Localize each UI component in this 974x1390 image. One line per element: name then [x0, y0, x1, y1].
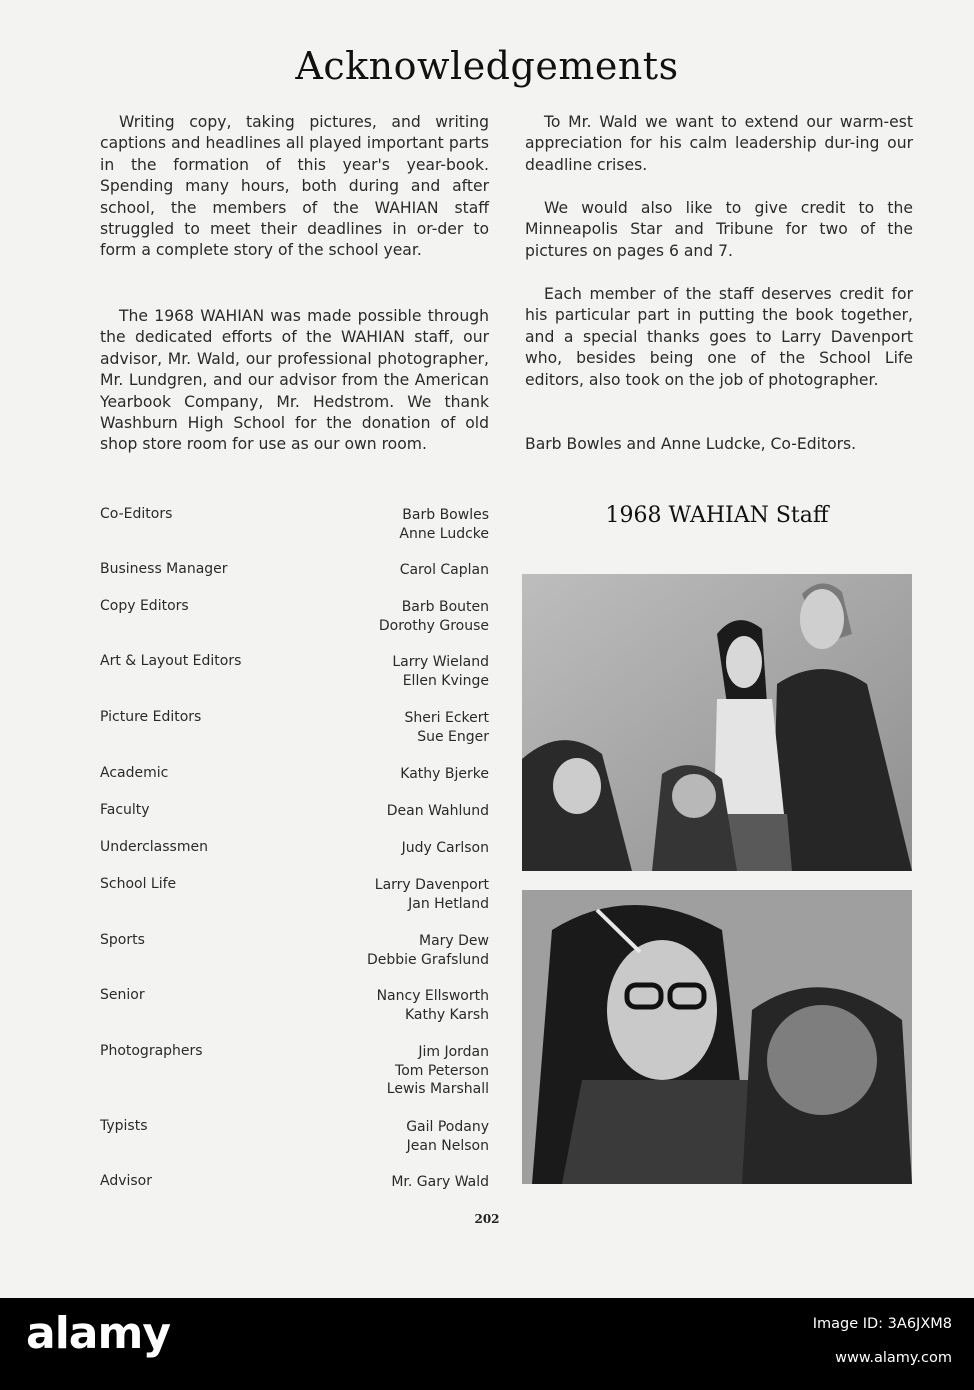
staff-name: Jean Nelson	[406, 1137, 489, 1154]
staff-name: Mr. Gary Wald	[391, 1174, 489, 1190]
staff-name: Barb Bowles	[402, 507, 489, 523]
staff-name: Larry Davenport	[374, 877, 489, 893]
staff-role: Picture Editors	[100, 709, 202, 725]
staff-names	[377, 987, 489, 1024]
staff-role: Art & Layout Editors	[100, 653, 242, 669]
staff-role: Advisor	[100, 1173, 153, 1189]
right-paragraph-3: Each member of the staff deserves credit for his particular part in putting the book together, and a special thanks goes to Larry Davenport who, besides being one of the School Life editors, also took on the job of photographer.	[525, 285, 913, 389]
alamy-logo: alamy	[26, 1308, 170, 1359]
site-url: www.alamy.com	[835, 1350, 952, 1366]
staff-names	[375, 876, 489, 913]
staff-role: Copy Editors	[100, 598, 189, 614]
staff-name: Sue Enger	[417, 728, 489, 745]
left-paragraph-1: Writing copy, taking pictures, and writing captions and headlines all played important parts in the formation of this year's year-book. Spending many hours, both during and after school, the members of the WAHIAN staff struggled to meet their deadlines in or-der to form a complete story of the school year.	[100, 113, 489, 260]
staff-role: Underclassmen	[100, 839, 208, 855]
staff-name: Jan Hetland	[408, 895, 489, 912]
left-paragraph-2: The 1968 WAHIAN was made possible through the dedicated efforts of the WAHIAN staff, our advisor, Mr. Wald, our professional photographer, Mr. Lundgren, and our advisor from the American Yearbook Company, Mr. Hedstrom. We thank Washburn High School for the donation of old shop store room for use as our own room.	[100, 307, 489, 454]
staff-name: Larry Wieland	[392, 654, 489, 670]
signature: Barb Bowles and Anne Ludcke, Co-Editors.	[525, 435, 857, 453]
staff-name: Tom Peterson	[395, 1062, 489, 1079]
page-title: Acknowledgements	[295, 44, 679, 88]
staff-role: School Life	[100, 876, 177, 892]
staff-name: Dean Wahlund	[386, 803, 489, 819]
staff-role: Co-Editors	[100, 506, 173, 522]
staff-name: Anne Ludcke	[399, 525, 489, 542]
right-paragraph-2: We would also like to give credit to the Minneapolis Star and Tribune for two of the pictures on pages 6 and 7.	[525, 199, 913, 260]
staff-role: Typists	[100, 1118, 148, 1134]
staff-name: Ellen Kvinge	[402, 672, 489, 689]
staff-names	[367, 932, 489, 969]
staff-name: Kathy Karsh	[404, 1006, 489, 1023]
staff-name: Mary Dew	[419, 933, 489, 949]
staff-role: Senior	[100, 987, 145, 1003]
staff-names	[400, 561, 489, 580]
staff-name: Debbie Grafslund	[366, 951, 489, 968]
staff-names	[387, 802, 489, 821]
staff-name: Gail Podany	[406, 1119, 489, 1135]
staff-names	[387, 1043, 489, 1099]
staff-role: Business Manager	[100, 561, 228, 577]
staff-name: Carol Caplan	[399, 562, 489, 578]
right-paragraph-1: To Mr. Wald we want to extend our warm-est appreciation for his calm leadership dur-ing our deadline crises.	[525, 113, 913, 174]
staff-names	[379, 598, 489, 635]
staff-name: Lewis Marshall	[386, 1081, 489, 1098]
staff-names	[400, 765, 489, 784]
staff-role: Academic	[100, 765, 169, 781]
staff-name: Nancy Ellsworth	[376, 988, 489, 1004]
staff-photo-working	[522, 890, 912, 1184]
staff-name: Dorothy Grouse	[378, 617, 489, 634]
staff-name: Kathy Bjerke	[400, 766, 489, 782]
staff-names	[406, 1118, 489, 1155]
staff-name: Sheri Eckert	[404, 710, 489, 726]
staff-heading: 1968 WAHIAN Staff	[605, 503, 829, 528]
staff-names	[392, 653, 489, 690]
staff-photo-group	[522, 574, 912, 871]
staff-name: Judy Carlson	[401, 840, 489, 856]
staff-name: Barb Bouten	[401, 599, 489, 615]
staff-names	[399, 506, 489, 543]
staff-role: Faculty	[100, 802, 150, 818]
staff-role: Photographers	[100, 1043, 203, 1059]
staff-names	[391, 1173, 489, 1192]
staff-names	[402, 839, 489, 858]
staff-role: Sports	[100, 932, 145, 948]
staff-name: Jim Jordan	[418, 1044, 489, 1060]
page-number: 202	[474, 1212, 500, 1226]
image-id: Image ID: 3A6JXM8	[812, 1316, 952, 1332]
staff-names	[405, 709, 489, 746]
